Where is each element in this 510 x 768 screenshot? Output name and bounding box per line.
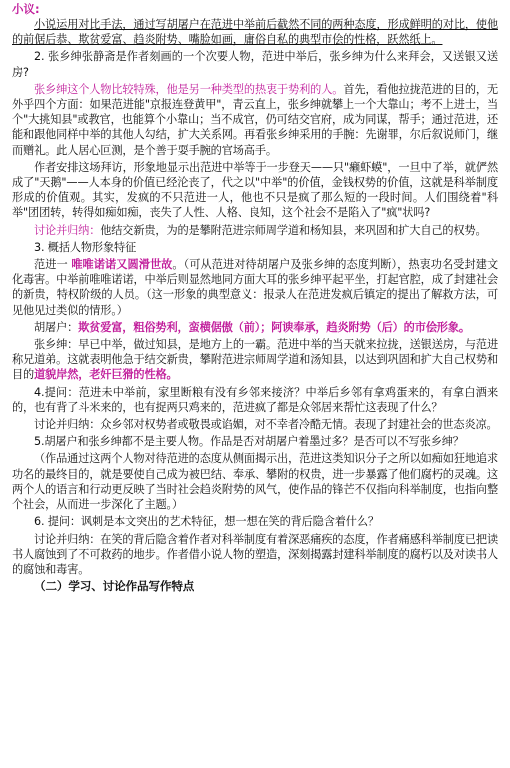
- fan-jin-body: 。（可从范进对待胡屠户及张乡绅的态度判断），热衷功名受封建文化毒害。中举前唯唯诺诺，中举后则显然地同方面大耳的张乡绅平起平坐，打起官腔，成了封建社会的新贵，特权阶级的人员。（这一形象的典型意义：报录人在范进发疯后镇定的提出了解救方法，可见他见过类似的情形。）: [12, 258, 498, 317]
- fan-jin-traits: [12, 257, 498, 318]
- comment-heading: 小议:: [12, 2, 40, 16]
- section-heading: （二）学习、讨论作品写作特点: [34, 579, 195, 594]
- answer-2-analysis: [12, 82, 498, 158]
- hu-tuhu-label: 胡屠户：: [34, 320, 79, 334]
- question-2: 2. 张乡绅张静斋是作者刻画的一个次要人物，范进中举后，张乡绅为什么来拜会，又送银又送房?: [12, 50, 498, 79]
- fan-jin-label: 范进一: [34, 258, 72, 272]
- paragraph-contrast-comment: 小说运用对比手法，通过写胡屠户在范进中举前后截然不同的两种态度，形成鲜明的对比，使他的前倨后恭、欺贫爱富、趋炎附势、嘴脸如画，庸俗自私的典型市侩的性格，跃然纸上。: [12, 18, 498, 47]
- zhang-xiangshen-traits: [12, 337, 498, 383]
- question-6: 6. 提问：讽刺是本文突出的艺术特征，想一想在笑的背后隐含着什么？: [34, 515, 379, 529]
- answer-2-commentary: 作者安排这场拜访，形象地显示出范进中举等于一步登天——只"癞虾蟆"，一旦中了举，就俨然成了"天鹅"——人本身的价值已经沦丧了，代之以"中举"的价值，金钱权势的价值，这就是科举制度形成的价值观。其实，发疯的不只范进一人，他也不只是疯了那么短的一段时间。人们围绕着"科举"团团转，转得如痴如痴，丧失了人性、人格、良知，这个社会不是陷入了"疯"状吗?: [12, 160, 498, 220]
- answer-2-body: 首先，看他拉拢范进的目的，无外乎四个方面：如果范进能"京报连登黄甲"，青云直上，张乡绅就攀上一个大靠山；考不上进士，当个"大挑知县"或教官，也能算个小靠山；当不成官，仍可结交官府，成为同谋，帮手；通过范进，还能和跟他同样中举的其他人勾结，扩大关系网。再看张乡绅采用的手腕：先谢罪，尔后叙说师门，继而赠礼。此人居心叵测，是个善于耍手腕的官场高手。: [12, 82, 498, 157]
- hu-tuhu-traits: [12, 320, 498, 335]
- answer-2-conclusion: [12, 223, 498, 238]
- question-3: 3. 概括人物形象特征: [34, 240, 137, 254]
- answer-2-conclusion-text: 他结交新贵，为的是攀附范进宗师周学道和杨知县，来巩固和扩大自己的权势。: [100, 223, 487, 237]
- answer-4: 讨论并归纳：众乡邻对权势者或敬畏或谄媚，对不幸者冷酷无情。表现了封建社会的世态炎凉。: [34, 418, 498, 432]
- hu-tuhu-highlight: 欺贫爱富，粗俗势利，蛮横倨傲（前）；阿谀奉承，趋炎附势（后）的市侩形象。: [78, 320, 470, 334]
- question-5: 5.胡屠户和张乡绅都不是主要人物。作品是否对胡屠户着墨过多？是否可以不写张乡绅？: [34, 435, 464, 449]
- question-4: 4.提问：范进未中举前，家里断粮有没有乡邻来接济？中举后乡邻有拿鸡蛋来的，有拿白酒来的，也有背了斗米来的，也有捉两只鸡来的，范进疯了都是众邻居来帮忙这表现了什么？: [12, 385, 498, 414]
- answer-6: 讨论并归纳：在笑的背后隐含着作者对科举制度有着深恶痛疾的态度，作者痛感科举制度已把读书人腐蚀到了不可救药的地步。作者借小说人物的塑造，深刻揭露封建科举制度的腐朽以及对读书人的腐蚀和毒害。: [12, 532, 498, 576]
- fan-jin-highlight: 唯唯诺诺又圆滑世故: [71, 258, 173, 272]
- answer-5: （作品通过这两个人物对待范进的态度从侧面揭示出，范进这类知识分子之所以如痴如狂地追求功名的最终目的，就是要使自己成为被巴结、奉承、攀附的权贵，进一步暴露了他们腐朽的灵魂。这两个人的语言和行动更反映了当时社会趋炎附势的风气，使作品的锋芒不仅指向科举制度，也指向整个社会，从而进一步深化了主题。）: [12, 452, 498, 512]
- discussion-label: 讨论并归纳：: [34, 223, 101, 237]
- answer-2-highlight: 张乡绅这个人物比较特殊，他是另一种类型的热衷于势利的人。: [34, 82, 344, 96]
- zhang-xiangshen-body: 张乡绅：早已中举，做过知县，是地方上的一霸。范进中举的当天就来拉拢，送银送房，与范进称兄道弟。这就表明他急于结交新贵，攀附范进宗师周学道和汤知县，以达到巩固和扩大自己权势和目的: [12, 338, 498, 382]
- zhang-xiangshen-highlight: 道貌岸然，老奸巨猾的性格。: [34, 368, 178, 382]
